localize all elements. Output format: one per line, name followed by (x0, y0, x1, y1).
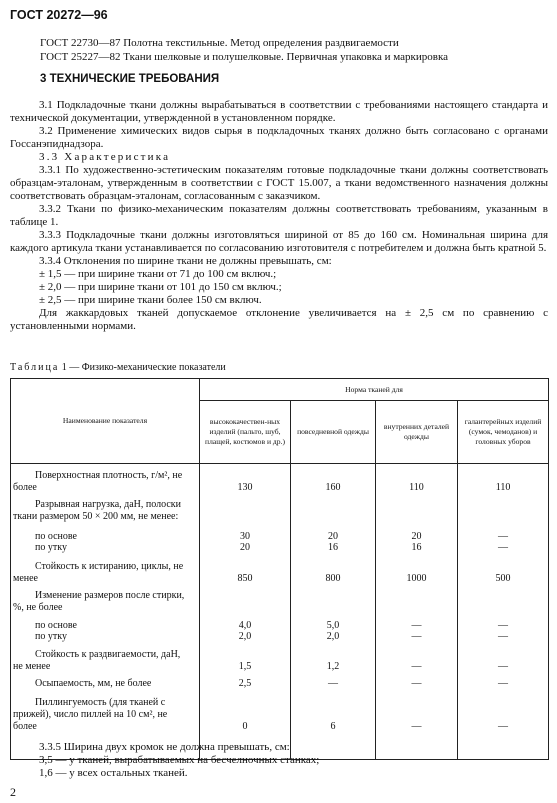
norm-value-cell: 30 (240, 531, 250, 542)
column-header-haberdashery: галантерейных изделий (сумок, чемоданов) и головных уборов (458, 401, 549, 464)
norm-value-cell: 500 (495, 573, 511, 584)
indicator-label-line: более (13, 482, 37, 493)
norm-value-cell: 800 (325, 573, 341, 584)
norm-value-cell: 2,0 (326, 631, 340, 642)
tolerance-item: ± 1,5 — при ширине ткани от 71 до 100 см включ.; (39, 268, 277, 280)
paragraph-3-3-4: 3.3.4 Отклонения по ширине ткани не должны превышать, см: (39, 255, 332, 267)
value-column (458, 464, 549, 760)
page-number: 2 (10, 785, 16, 799)
physical-mechanical-table (10, 378, 549, 760)
indicator-label-line: Изменение размеров после стирки, (35, 590, 185, 601)
section-title: 3 ТЕХНИЧЕСКИЕ ТРЕБОВАНИЯ (40, 73, 220, 85)
paragraph-3-1: 3.1 Подкладочные ткани должны вырабатываться в соответствии с требованиями настоящего стандарта и технической документации, утвержденной в установленном порядке. (10, 99, 548, 124)
norm-value-cell: — (498, 542, 509, 553)
norm-value-cell: 1,5 (238, 661, 252, 672)
paragraph-3-3-2: 3.3.2 Ткани по физико-механическим показателям должны соответствовать требованиям, указанным в таблице 1. (10, 203, 548, 228)
references-list (40, 36, 448, 64)
norm-value-cell: — (498, 631, 509, 642)
indicator-label-line: %, не более (13, 602, 63, 613)
norm-value-cell: 850 (237, 573, 253, 584)
norm-value-cell: 2,0 (238, 631, 252, 642)
indicator-label-line: ткани размером 50 × 200 мм, не менее: (13, 511, 179, 522)
indicator-label-line: Разрывная нагрузка, даН, полоски (35, 499, 181, 510)
column-header-everyday: повседневной одежды (291, 401, 376, 464)
norm-value-cell: — (498, 661, 509, 672)
paragraph-3-3-1: 3.3.1 По художественно-эстетическим показателям готовые подкладочные ткани должны соответствовать образцам-эталонам, утвержденным в соответствии с ГОСТ 15.007, а ткани ведомственного назначения должны соответствовать образцам-эталонам, согласованным с заказчиком. (10, 164, 548, 202)
norm-value-cell: 2,5 (238, 678, 252, 689)
norm-value-cell: 110 (495, 482, 511, 493)
indicator-label-line: более (13, 721, 37, 732)
paragraph-3-3-5: 3.3.5 Ширина двух кромок не должна превышать, см: (39, 741, 290, 753)
paragraph-3-3-3: 3.3.3 Подкладочные ткани должны изготовляться шириной от 85 до 160 см. Номинальная ширина для каждого артикула ткани устанавливается по согласованию изготовителя с потребителем и должна быть кратной 5. (10, 229, 548, 254)
norm-value-cell: — (411, 678, 422, 689)
indicator-label-line: прижей), число пиллей на 10 см², не (13, 709, 168, 720)
jacquard-note: Для жаккардовых тканей допускаемое отклонение увеличивается на ± 2,5 см по сравнению с установленными нормами. (10, 307, 548, 332)
indicator-label-line: Стойкость к раздвигаемости, даН, (35, 649, 181, 660)
column-group-header: Норма тканей для (200, 379, 549, 401)
selvedge-item: 1,6 — у всех остальных тканей. (39, 767, 188, 779)
norm-value-cell: 6 (330, 721, 336, 732)
column-header-indicator: Наименование показателя (11, 379, 200, 464)
tolerance-item: ± 2,5 — при ширине ткани более 150 см включ. (39, 294, 262, 306)
indicator-label-line: по основе (35, 620, 77, 631)
paragraph-3-3-5-block (10, 741, 548, 780)
norm-value-cell: — (411, 721, 422, 732)
value-column (291, 464, 376, 760)
indicator-label-line: по утку (35, 542, 67, 553)
tolerance-item: ± 2,0 — при ширине ткани от 101 до 150 см включ.; (39, 281, 282, 293)
indicator-label-line: Пиллингуемость (для тканей с (35, 697, 166, 708)
norm-value-cell: 5,0 (326, 620, 340, 631)
norm-value-cell: — (411, 620, 422, 631)
norm-value-cell: — (498, 678, 509, 689)
indicator-label-line: Осыпаемость, мм, не более (35, 678, 152, 689)
column-header-inner-parts: внутренних деталей одежды (376, 401, 458, 464)
norm-value-cell: — (498, 531, 509, 542)
indicator-column (11, 464, 200, 760)
column-header-high-quality: высококачествен-ных изделий (пальто, шуб, плащей, костюмов и др.) (200, 401, 291, 464)
table-caption (10, 362, 226, 373)
norm-value-cell: — (328, 678, 338, 689)
norm-value-cell: — (498, 620, 509, 631)
reference-line: ГОСТ 22730—87 Полотна текстильные. Метод определения раздвигаемости (40, 37, 399, 49)
norm-value-cell: 16 (328, 542, 338, 553)
norm-value-cell: 20 (240, 542, 250, 553)
indicator-label-line: Поверхностная плотность, г/м², не (35, 470, 183, 481)
norm-value-cell: 0 (242, 721, 248, 732)
norm-value-cell: 20 (411, 531, 422, 542)
norm-value-cell: 16 (411, 542, 422, 553)
indicator-label-line: по основе (35, 531, 77, 542)
indicator-label-line: Стойкость к истиранию, циклы, не (35, 561, 184, 572)
norm-value-cell: 1000 (406, 573, 427, 584)
indicator-label-line: не менее (13, 661, 51, 672)
table-caption-prefix: Таблица (10, 362, 60, 373)
value-column (376, 464, 458, 760)
paragraph-3-3: 3.3 Характеристика (39, 151, 171, 163)
table-caption-title: 1 — Физико-механические показатели (59, 362, 226, 373)
indicator-label-line: по утку (35, 631, 67, 642)
norm-value-cell: 1,2 (326, 661, 340, 672)
norm-value-cell: 130 (237, 482, 253, 493)
norm-value-cell: — (411, 661, 422, 672)
norm-value-cell: 110 (409, 482, 424, 493)
norm-value-cell: 160 (325, 482, 341, 493)
requirements-text (10, 99, 548, 333)
norm-value-cell: — (498, 721, 509, 732)
indicator-label-line: менее (13, 573, 38, 584)
selvedge-item: 3,5 — у тканей, вырабатываемых на бесчелночных станках; (39, 754, 320, 766)
paragraph-3-2: 3.2 Применение химических видов сырья в подкладочных тканях должно быть согласовано с органами Госсанэпиднадзора. (10, 125, 548, 150)
norm-value-cell: 20 (328, 531, 338, 542)
reference-line: ГОСТ 25227—82 Ткани шелковые и полушелковые. Первичная упаковка и маркировка (40, 51, 449, 63)
document-header: ГОСТ 20272—96 (10, 8, 108, 22)
value-column (200, 464, 291, 760)
norm-value-cell: 4,0 (238, 620, 252, 631)
norm-value-cell: — (411, 631, 422, 642)
